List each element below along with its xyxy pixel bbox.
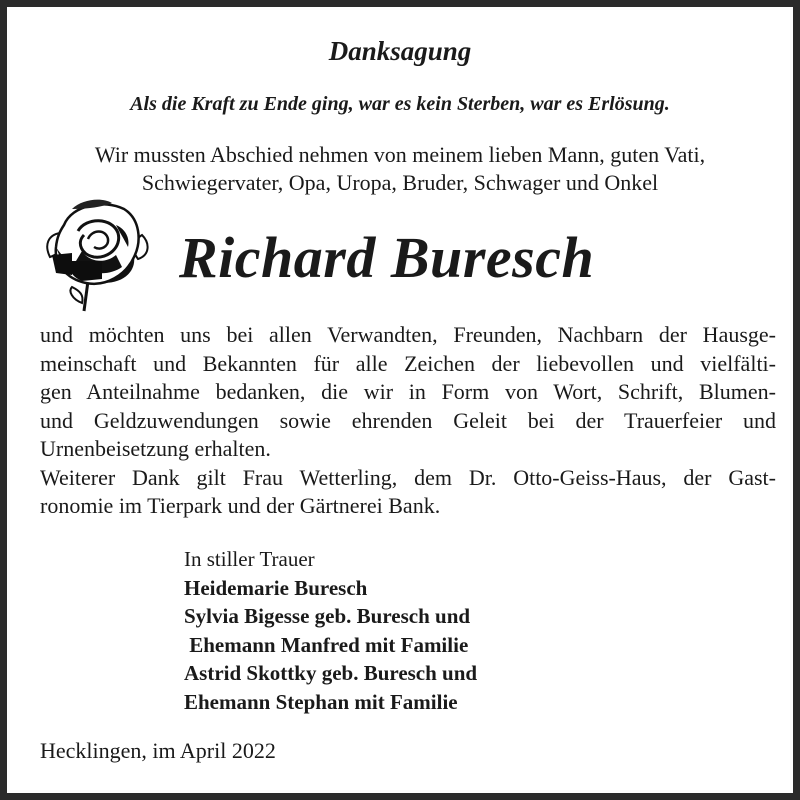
body-text bbox=[40, 321, 776, 521]
signature-intro: In stiller Trauer bbox=[184, 547, 315, 571]
body-line: Weiterer Dank gilt Frau Wetterling, dem Dr. Otto-Geiss-Haus, der Gast- bbox=[40, 464, 776, 490]
intro-text bbox=[7, 141, 793, 197]
mourner-name: Ehemann Manfred mit Familie bbox=[184, 632, 469, 657]
motto-quote: Als die Kraft zu Ende ging, war es kein Sterben, war es Erlösung. bbox=[130, 93, 670, 115]
body-line: und möchten uns bei allen Verwandten, Freunden, Nachbarn der Hausge- bbox=[40, 322, 776, 347]
intro-line: Wir mussten Abschied nehmen von meinem lieben Mann, guten Vati, bbox=[94, 142, 706, 167]
body-line: Urnenbeisetzung erhalten. bbox=[40, 436, 271, 461]
mourner-name: Sylvia Bigesse geb. Buresch und bbox=[184, 604, 471, 628]
mourner-name: Astrid Skottky geb. Buresch und bbox=[184, 661, 478, 685]
intro-line: Schwiegervater, Opa, Uropa, Bruder, Schwager und Onkel bbox=[141, 170, 659, 195]
deceased-name: Richard Buresch bbox=[179, 225, 595, 290]
body-line: meinschaft und Bekannten für alle Zeichen der liebevollen und vielfälti- bbox=[40, 350, 776, 376]
mourner-name: Heidemarie Buresch bbox=[184, 575, 368, 600]
body-line: gen Anteilnahme bedanken, die wir in Form von Wort, Schrift, Blumen- bbox=[40, 379, 776, 404]
body-line: und Geldzuwendungen sowie ehrenden Geleit bei der Trauerfeier und bbox=[40, 407, 776, 433]
body-line: ronomie im Tierpark und der Gärtnerei Bank. bbox=[40, 493, 441, 518]
signature-block bbox=[184, 545, 477, 716]
rose-icon bbox=[42, 195, 152, 313]
notice-heading: Danksagung bbox=[328, 36, 472, 66]
mourner-name: Ehemann Stephan mit Familie bbox=[184, 689, 458, 714]
place-date: Hecklingen, im April 2022 bbox=[40, 738, 276, 763]
